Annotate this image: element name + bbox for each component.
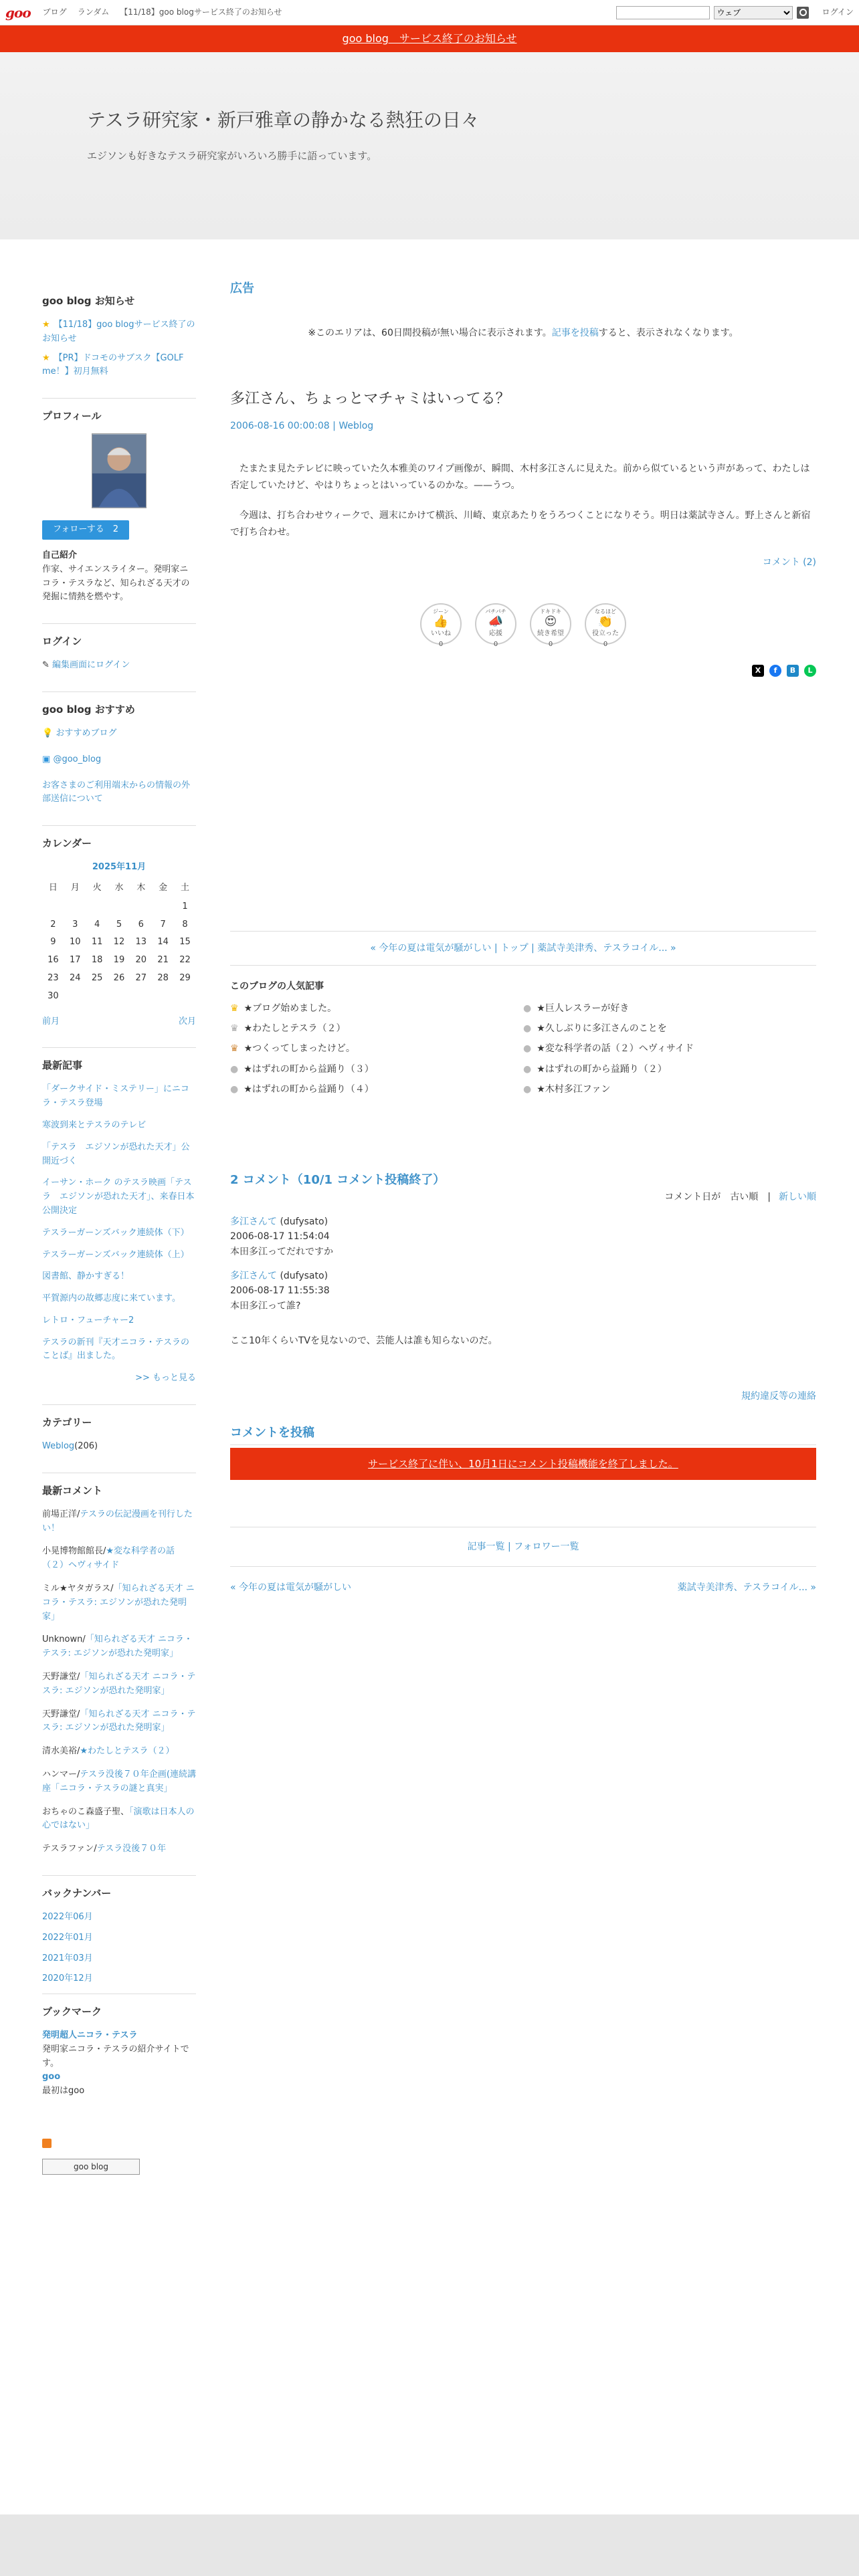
category-count: (206) xyxy=(74,1441,98,1452)
popular-post-item xyxy=(523,1001,816,1016)
comment-body: 本田多江ってだれですか xyxy=(230,1246,333,1257)
popular-post-link[interactable]: ★つくってしまったけど。 xyxy=(244,1043,355,1055)
recent-comments-heading: 最新コメント xyxy=(42,1484,103,1497)
popular-post-link[interactable]: ★はずれの町から益踊り（３） xyxy=(244,1063,374,1075)
popular-post-item xyxy=(230,1001,523,1016)
recommend-section xyxy=(42,691,196,807)
comment-author: 前場正洋/ xyxy=(42,1509,80,1519)
recent-post-link[interactable]: 平賀源内の故郷志度に来ています。 xyxy=(42,1293,181,1304)
reactions xyxy=(230,603,816,648)
recent-post-item xyxy=(42,1336,196,1364)
comment-author: 天野謙堂/ xyxy=(42,1672,80,1683)
calendar-day xyxy=(64,898,86,916)
line-share-icon[interactable]: L xyxy=(804,665,816,677)
reaction-top: なるほど xyxy=(595,608,616,615)
recent-comment-item xyxy=(42,1508,196,1536)
reaction-like[interactable] xyxy=(420,603,462,648)
page-footer xyxy=(0,2514,859,2576)
calendar-heading: カレンダー xyxy=(42,837,92,850)
reaction-useful[interactable] xyxy=(585,603,626,648)
share-buttons xyxy=(230,665,816,677)
popular-post-item xyxy=(230,1062,523,1077)
calendar-day: 19 xyxy=(113,955,125,966)
recent-post-item xyxy=(42,1119,196,1133)
calendar-month: 2025年11月 xyxy=(92,862,147,873)
avatar xyxy=(92,433,147,508)
comment-date: 2006-08-17 11:55:38 xyxy=(230,1285,330,1297)
comment-date: 2006-08-17 11:54:04 xyxy=(230,1231,330,1243)
backnumber-heading: バックナンバー xyxy=(42,1887,112,1900)
recent-comment-item xyxy=(42,1842,196,1856)
calendar-day: 14 xyxy=(157,937,169,948)
calendar-weekday: 日 xyxy=(48,882,58,893)
calendar-day: 22 xyxy=(179,955,191,966)
comment-author: ハンマー/ xyxy=(42,1769,80,1780)
comment-author-link[interactable]: 多江さんて xyxy=(230,1271,277,1281)
recent-post-link[interactable]: イーサン・ホーク のテスラ映画「テスラ エジソンが恐れた天才」、来春日本公開決定 xyxy=(42,1178,195,1216)
popular-post-link[interactable]: ★ブログ始めました。 xyxy=(244,1002,337,1014)
recent-post-link[interactable]: テスラーガーンズバック連続体（上） xyxy=(42,1249,189,1260)
popular-post-link[interactable]: ★変な科学者の話（２）ヘヴィサイド xyxy=(537,1043,694,1055)
popular-post-item xyxy=(523,1021,816,1036)
bookmark-desc: 発明家ニコラ・テスラの紹介サイトです。 xyxy=(42,2044,189,2068)
calendar-day: 4 xyxy=(94,919,100,930)
comment-post-link[interactable]: 「知られざる天才 ニコラ・テスラ: エジソンが恐れた発明家」 xyxy=(42,1709,196,1733)
calendar-week xyxy=(42,988,196,1006)
comment-post-link[interactable]: 「知られざる天才 ニコラ・テスラ: エジソンが恐れた発明家」 xyxy=(42,1672,196,1696)
calendar-weekday: 月 xyxy=(70,882,80,893)
calendar-day: 8 xyxy=(182,919,188,930)
comment-post-link[interactable]: 「演歌は日本人の心ではない」 xyxy=(42,1806,195,1831)
twitter-icon: ▣ xyxy=(42,754,51,764)
recent-post-link[interactable]: テスラの新刊『天才ニコラ・テスラのことば』出ました。 xyxy=(42,1337,189,1362)
post-body xyxy=(230,461,816,542)
calendar-day xyxy=(108,898,130,916)
recent-post-link[interactable]: 寒波到来とテスラのテレビ xyxy=(42,1119,147,1130)
search-icon[interactable] xyxy=(797,7,809,19)
sort-oldest[interactable]: 古い順 xyxy=(730,1192,759,1203)
calendar-week xyxy=(42,952,196,970)
popular-post-link[interactable]: ★巨人レスラーが好き xyxy=(537,1002,630,1014)
popular-post-item xyxy=(523,1062,816,1077)
calendar-day: 26 xyxy=(113,972,125,983)
reaction-count: 0 xyxy=(493,640,498,648)
comments-closed-banner[interactable]: サービス終了に伴い、10月1日にコメント投稿機能を終了しました。 xyxy=(230,1448,816,1480)
goo-blog-badge[interactable]: goo blog xyxy=(42,2159,140,2175)
reaction-top: パチパチ xyxy=(485,608,506,615)
popular-post-item xyxy=(523,1041,816,1056)
top-search xyxy=(616,6,854,19)
recent-post-link[interactable]: 図書館、静かすぎる！ xyxy=(42,1271,130,1282)
nav-service-end[interactable]: 【11/18】goo blogサービス終了のお知らせ xyxy=(120,7,282,17)
top-login-link[interactable]: ログイン xyxy=(822,7,854,17)
bookmark-link[interactable]: goo xyxy=(42,2072,61,2082)
follow-button[interactable]: フォローする 2 xyxy=(42,520,129,540)
calendar-weekday: 木 xyxy=(136,882,146,893)
post-comment-heading: コメントを投稿 xyxy=(230,1424,816,1445)
comment-author-id: (dufysato) xyxy=(280,1216,328,1227)
calendar-day: 24 xyxy=(69,972,81,983)
comment-item xyxy=(230,1214,816,1259)
backnumber-link[interactable]: 2022年01月 xyxy=(42,1932,93,1943)
lightbulb-icon: 💡 xyxy=(42,728,54,738)
popular-post-link[interactable]: ★木村多江ファン xyxy=(537,1084,611,1095)
login-section xyxy=(42,623,196,673)
calendar-weekday: 金 xyxy=(159,882,168,893)
pager-top[interactable]: トップ xyxy=(500,942,529,954)
post-paragraph: たまたま見たテレビに映っていた久本雅美のワイプ画像が、瞬間、木村多江さんに見えた。前から似ているという声があって、わたしは否定していたけど、やはりちょっとはいっているのかな。——うつ。 xyxy=(230,463,810,491)
calendar-day xyxy=(152,898,174,916)
calendar-day xyxy=(152,988,174,1006)
calendar-day: 18 xyxy=(91,955,103,966)
category-heading: カテゴリー xyxy=(42,1416,92,1429)
sidebar xyxy=(42,293,196,2193)
comment-author: Unknown/ xyxy=(42,1634,86,1645)
calendar-week xyxy=(42,898,196,916)
heart-eyes-icon: 😍 xyxy=(544,614,557,629)
popular-posts xyxy=(230,979,816,1097)
main-content xyxy=(230,280,816,1596)
recent-post-link[interactable]: 「テスラ エジソンが恐れた天才」公開近づく xyxy=(42,1142,190,1166)
sort-newest[interactable]: 新しい順 xyxy=(779,1192,816,1203)
reaction-count: 0 xyxy=(603,640,608,648)
popular-post-link[interactable]: ★わたしとテスラ（２） xyxy=(244,1023,346,1035)
reaction-top: ジーン xyxy=(433,608,449,615)
comment-post-link[interactable]: テスラ没後７０年企画(連続講座「ニコラ・テスラの謎と真実」 xyxy=(42,1769,196,1794)
blog-subtitle: エジソンも好きなテスラ研究家がいろいろ勝手に語っています。 xyxy=(87,149,377,162)
comment-author-link[interactable]: 多江さんて xyxy=(230,1216,277,1227)
reaction-cheer[interactable] xyxy=(475,603,516,648)
calendar-day xyxy=(42,898,64,916)
article-list-link[interactable]: 記事一覧 xyxy=(467,1541,505,1552)
recent-post-item xyxy=(42,1083,196,1111)
next-post-link[interactable]: 薬試寺美津秀、テスラコイル... » xyxy=(677,1582,816,1594)
blog-title[interactable]: テスラ研究家・新戸雅章の静かなる熱狂の日々 xyxy=(87,109,480,131)
calendar-day: 12 xyxy=(113,937,125,948)
edit-login-link[interactable]: 編集画面にログイン xyxy=(52,660,130,671)
popular-post-item xyxy=(230,1021,523,1036)
comment-author: 天野謙堂/ xyxy=(42,1709,80,1719)
comment-post-link[interactable]: ★変な科学者の話（２）ヘヴィサイド xyxy=(42,1546,175,1571)
calendar-day xyxy=(86,898,108,916)
intro-heading: 自己紹介 xyxy=(42,550,78,560)
calendar-day: 11 xyxy=(91,937,103,948)
hatena-share-icon[interactable]: B xyxy=(787,665,799,677)
ad-note-text: すると、表示されなくなります。 xyxy=(598,327,739,338)
rss-icon[interactable] xyxy=(42,2139,52,2148)
calendar-weekday: 水 xyxy=(114,882,124,893)
more-link[interactable]: >> もっと見る xyxy=(135,1373,196,1384)
calendar-day: 20 xyxy=(135,955,147,966)
comment-author: 小晃博物館館長/ xyxy=(42,1546,106,1557)
footer-nav: 記事一覧 | フォロワー一覧 xyxy=(230,1527,816,1567)
nav-blog[interactable]: ブログ xyxy=(42,7,67,17)
recent-comments xyxy=(42,1473,196,1856)
post-article-link[interactable]: 記事を投稿 xyxy=(551,327,599,338)
comment-author: ミル★ヤタガラス/ xyxy=(42,1584,114,1594)
intro-text: 作家、サイエンスライター。発明家ニコラ・テスラなど、知られざる天才の発掘に情熱を燃やす。 xyxy=(42,564,190,603)
popular-post-link[interactable]: ★はずれの町から益踊り（４） xyxy=(244,1084,374,1095)
calendar-week xyxy=(42,970,196,988)
notice-link[interactable]: 【PR】ドコモのサブスク【GOLF me！】初月無料 xyxy=(42,352,184,377)
search-input[interactable] xyxy=(616,6,710,19)
calendar-day: 9 xyxy=(50,937,56,948)
comment-author-id: (dufysato) xyxy=(280,1271,328,1281)
calendar-day xyxy=(86,988,108,1006)
recommend-blog-link[interactable]: おすすめブログ xyxy=(56,728,117,738)
bookmark-desc: 最初はgoo xyxy=(42,2086,85,2097)
comment-post-link[interactable]: 「知られざる天才 ニコラ・テスラ: エジソンが恐れた発明家」 xyxy=(42,1634,193,1659)
category-link[interactable]: Weblog xyxy=(42,1441,75,1452)
popular-post-link[interactable]: ★久しぶりに多江さんのことを xyxy=(537,1023,667,1035)
calendar-day: 13 xyxy=(135,937,147,948)
calendar-day xyxy=(64,988,86,1006)
reaction-label: 役立った xyxy=(592,629,619,637)
post-pager: « 今年の夏は電気が騒がしい | トップ | 薬試寺美津秀、テスラコイル... » xyxy=(230,931,816,966)
calendar-day: 30 xyxy=(47,990,59,1001)
clap-icon: 👏 xyxy=(597,614,613,629)
backnumber-link[interactable]: 2021年03月 xyxy=(42,1953,93,1963)
calendar-day: 21 xyxy=(157,955,169,966)
recent-post-item xyxy=(42,1226,196,1241)
profile-heading: プロフィール xyxy=(42,410,102,423)
blog-header xyxy=(0,52,859,239)
recent-comment-item xyxy=(42,1768,196,1796)
calendar-week xyxy=(42,934,196,952)
reaction-count: 0 xyxy=(438,640,444,648)
recent-posts xyxy=(42,1047,196,1386)
recent-post-link[interactable]: 「ダークサイド・ミステリー」にニコラ・テスラ登場 xyxy=(42,1084,189,1109)
goo-blog-twitter-link[interactable]: @goo_blog xyxy=(53,754,102,764)
recent-post-item xyxy=(42,1314,196,1328)
calendar-day: 27 xyxy=(135,972,147,983)
profile xyxy=(42,398,196,605)
calendar-day xyxy=(130,988,152,1006)
ad-heading: 広告 xyxy=(230,282,254,296)
calendar-day: 23 xyxy=(47,972,59,983)
search-type-select[interactable] xyxy=(714,6,793,19)
reaction-label: 続き希望 xyxy=(537,629,564,637)
megaphone-icon: 📣 xyxy=(488,614,504,629)
recent-post-link[interactable]: テスラーガーンズバック連続体（下） xyxy=(42,1227,189,1238)
recent-comment-item xyxy=(42,1806,196,1834)
calendar-day: 29 xyxy=(179,972,191,983)
calendar-day: 17 xyxy=(69,955,81,966)
comment-post-link[interactable]: テスラ没後７０年 xyxy=(96,1844,167,1854)
calendar-day: 6 xyxy=(138,919,144,930)
popular-post-item xyxy=(523,1082,816,1097)
comment-item xyxy=(230,1269,816,1313)
pager-next[interactable]: 薬試寺美津秀、テスラコイル... » xyxy=(537,942,676,954)
thumbs-up-icon: 👍 xyxy=(433,614,449,629)
post-title[interactable]: 多江さん、ちょっとマチャミはいってる？ xyxy=(230,391,510,408)
calendar-day xyxy=(130,898,152,916)
categories xyxy=(42,1404,196,1454)
facebook-share-icon[interactable]: f xyxy=(769,665,781,677)
calendar-day: 7 xyxy=(160,919,166,930)
calendar-day: 5 xyxy=(116,919,122,930)
popular-heading: このブログの人気記事 xyxy=(230,981,324,992)
comment-author: おちゃのこ森盛子聖、 xyxy=(42,1806,130,1817)
post-category-link[interactable]: Weblog xyxy=(339,421,374,432)
reaction-top: ドキドキ xyxy=(540,608,561,615)
report-link[interactable]: 規約違反等の連絡 xyxy=(741,1390,816,1402)
notices-heading: goo blog お知らせ xyxy=(42,295,135,307)
calendar xyxy=(42,825,196,1029)
bookmark-heading: ブックマーク xyxy=(42,2006,102,2018)
ad-note xyxy=(230,326,816,340)
recent-post-link[interactable]: レトロ・フューチャー2 xyxy=(42,1315,134,1325)
comment-post-link[interactable]: 「知られざる天才 ニコラ・テスラ: エジソンが恐れた発明家」 xyxy=(42,1584,195,1622)
calendar-prev[interactable]: 前月 xyxy=(42,1016,60,1027)
prev-post-link[interactable]: « 今年の夏は電気が騒がしい xyxy=(230,1582,352,1594)
post-date: 2006-08-16 00:00:08 xyxy=(230,421,330,432)
reaction-count: 0 xyxy=(548,640,553,648)
goo-notices xyxy=(42,293,196,379)
comment-count-link[interactable]: コメント (2) xyxy=(762,556,816,568)
comment-body: 本田多江って誰? xyxy=(230,1300,301,1311)
calendar-weekday: 土 xyxy=(181,882,190,893)
calendar-day: 16 xyxy=(47,955,59,966)
reaction-more[interactable] xyxy=(530,603,571,648)
calendar-day: 15 xyxy=(179,937,191,948)
comments-heading: 2 コメント（10/1 コメント投稿終了） xyxy=(230,1172,446,1187)
calendar-day xyxy=(174,988,196,1006)
calendar-day: 1 xyxy=(182,901,188,911)
goo-logo[interactable]: goo xyxy=(5,4,31,21)
backnumber xyxy=(42,1875,196,1984)
top-nav xyxy=(43,6,282,19)
follower-list-link[interactable]: フォロワー一覧 xyxy=(514,1541,579,1552)
comment-post-link[interactable]: ★わたしとテスラ（２） xyxy=(80,1746,175,1757)
backnumber-link[interactable]: 2020年12月 xyxy=(42,1973,93,1984)
backnumber-link[interactable]: 2022年06月 xyxy=(42,1912,93,1923)
recommend-heading: goo blog おすすめ xyxy=(42,703,135,716)
notice-link[interactable]: 【11/18】goo blogサービス終了のお知らせ xyxy=(42,320,195,344)
nav-random[interactable]: ランダム xyxy=(77,7,110,17)
calendar-table xyxy=(42,879,196,1006)
recent-comment-item xyxy=(42,1582,196,1624)
comment-extra-text: ここ10年くらいTVを見ないので、芸能人は誰も知らないのだ。 xyxy=(230,1335,498,1347)
reaction-label: 応援 xyxy=(489,629,502,637)
recent-heading: 最新記事 xyxy=(42,1059,83,1072)
comment-author: テスラファン/ xyxy=(42,1844,97,1854)
recent-comment-item xyxy=(42,1708,196,1736)
recent-post-item xyxy=(42,1292,196,1306)
calendar-day: 25 xyxy=(91,972,103,983)
post-meta: 2006-08-16 00:00:08 | Weblog xyxy=(230,421,374,432)
login-heading: ログイン xyxy=(42,635,82,648)
bookmarks xyxy=(42,1994,196,2175)
service-end-notice[interactable]: goo blog サービス終了のお知らせ xyxy=(0,25,859,52)
calendar-day xyxy=(108,988,130,1006)
recent-comment-item xyxy=(42,1633,196,1661)
popular-post-item xyxy=(230,1041,523,1056)
recent-comment-item xyxy=(42,1745,196,1759)
recent-post-item xyxy=(42,1176,196,1218)
comment-author: 清水美裕/ xyxy=(42,1746,80,1757)
comment-post-link[interactable]: テスラの伝記漫画を刊行したい！ xyxy=(42,1509,193,1533)
calendar-next[interactable]: 次月 xyxy=(178,1016,196,1027)
recent-post-item xyxy=(42,1249,196,1263)
calendar-weekday: 火 xyxy=(92,882,102,893)
calendar-day: 3 xyxy=(72,919,78,930)
recent-comment-item xyxy=(42,1671,196,1699)
ad-note-text: ※このエリアは、60日間投稿が無い場合に表示されます。 xyxy=(308,327,552,338)
external-transfer-link[interactable]: お客さまのご利用端末からの情報の外部送信について xyxy=(42,780,191,804)
pager-prev[interactable]: « 今年の夏は電気が騒がしい xyxy=(370,942,492,954)
post-paragraph: 今週は、打ち合わせウィークで、週末にかけて横浜、川崎、東京あたりをうろつくことになりそう。明日は薬試寺さん。野上さんと新宿で打ち合わせ。 xyxy=(230,510,811,538)
prev-next-nav xyxy=(230,1580,816,1595)
top-bar xyxy=(0,0,859,25)
calendar-day: 28 xyxy=(157,972,169,983)
calendar-day: 10 xyxy=(69,937,81,948)
x-share-icon[interactable]: X xyxy=(752,665,764,677)
sort-label: コメント日が xyxy=(664,1192,721,1203)
popular-post-link[interactable]: ★はずれの町から益踊り（２） xyxy=(537,1063,667,1075)
reaction-label: いいね xyxy=(431,629,451,637)
recent-comment-item xyxy=(42,1545,196,1573)
recent-post-item xyxy=(42,1141,196,1169)
recent-post-item xyxy=(42,1270,196,1284)
pencil-icon: ✎ xyxy=(42,660,50,671)
bookmark-link[interactable]: 発明超人ニコラ・テスラ xyxy=(42,2030,138,2041)
comment-sort: コメント日が 古い順 | 新しい順 xyxy=(664,1192,816,1203)
calendar-day: 2 xyxy=(50,919,56,930)
popular-post-item xyxy=(230,1082,523,1097)
calendar-week xyxy=(42,916,196,934)
